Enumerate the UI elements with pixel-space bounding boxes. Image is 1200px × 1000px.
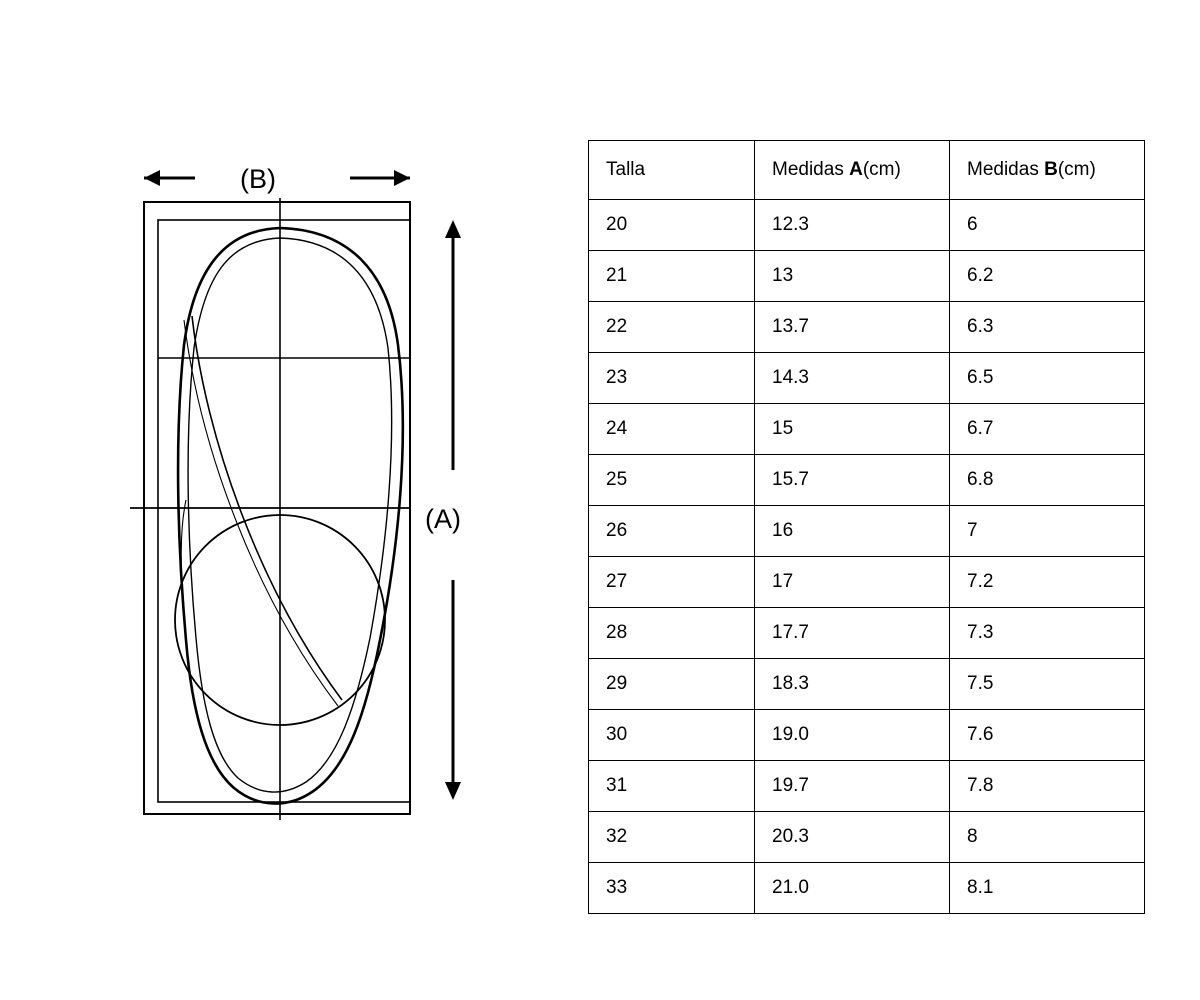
cell-size: 27 (589, 557, 755, 608)
table-row (589, 812, 1145, 863)
table-row (589, 455, 1145, 506)
cell-measure-a: 12.3 (755, 200, 950, 251)
table-row (589, 761, 1145, 812)
table-row (589, 353, 1145, 404)
inner-bounding-box (158, 220, 410, 802)
header-measure-a: Medidas A(cm) (755, 141, 950, 200)
table-row (589, 506, 1145, 557)
cell-size: 28 (589, 608, 755, 659)
cell-measure-b: 6 (950, 200, 1145, 251)
width-dimension-label: (B) (240, 164, 276, 194)
cell-measure-a: 21.0 (755, 863, 950, 914)
cell-size: 32 (589, 812, 755, 863)
table-row (589, 302, 1145, 353)
cell-measure-b: 6.7 (950, 404, 1145, 455)
cell-measure-b: 7.5 (950, 659, 1145, 710)
cell-measure-b: 8.1 (950, 863, 1145, 914)
cell-size: 26 (589, 506, 755, 557)
cell-measure-b: 7.3 (950, 608, 1145, 659)
cell-size: 33 (589, 863, 755, 914)
cell-measure-b: 7.8 (950, 761, 1145, 812)
cell-measure-a: 14.3 (755, 353, 950, 404)
table-row (589, 863, 1145, 914)
cell-size: 29 (589, 659, 755, 710)
table-row (589, 200, 1145, 251)
cell-measure-a: 13 (755, 251, 950, 302)
height-dimension-label: (A) (425, 504, 461, 534)
cell-size: 21 (589, 251, 755, 302)
cell-measure-a: 19.0 (755, 710, 950, 761)
size-table-container (588, 140, 1144, 914)
cell-measure-b: 7.2 (950, 557, 1145, 608)
cell-measure-a: 16 (755, 506, 950, 557)
cell-measure-b: 7.6 (950, 710, 1145, 761)
table-row (589, 608, 1145, 659)
header-measure-b: Medidas B(cm) (950, 141, 1145, 200)
cell-measure-a: 15 (755, 404, 950, 455)
cell-size: 20 (589, 200, 755, 251)
table-body (589, 200, 1145, 914)
cell-measure-b: 8 (950, 812, 1145, 863)
table-header-row (589, 141, 1145, 200)
cell-measure-b: 6.3 (950, 302, 1145, 353)
cell-size: 23 (589, 353, 755, 404)
cell-measure-b: 6.5 (950, 353, 1145, 404)
table-row (589, 557, 1145, 608)
cell-measure-b: 6.8 (950, 455, 1145, 506)
table-row (589, 710, 1145, 761)
table-row (589, 659, 1145, 710)
cell-measure-a: 18.3 (755, 659, 950, 710)
cell-measure-a: 19.7 (755, 761, 950, 812)
cell-measure-a: 20.3 (755, 812, 950, 863)
cell-size: 25 (589, 455, 755, 506)
cell-measure-b: 6.2 (950, 251, 1145, 302)
cell-measure-a: 17 (755, 557, 950, 608)
cell-measure-a: 17.7 (755, 608, 950, 659)
width-dimension-arrow (144, 170, 410, 186)
cell-size: 22 (589, 302, 755, 353)
cell-size: 30 (589, 710, 755, 761)
cell-measure-a: 15.7 (755, 455, 950, 506)
sole-sweep-line-secondary (184, 320, 338, 706)
sole-technical-drawing (80, 120, 530, 860)
cell-size: 31 (589, 761, 755, 812)
cell-size: 24 (589, 404, 755, 455)
cell-measure-a: 13.7 (755, 302, 950, 353)
table-row (589, 404, 1145, 455)
header-size: Talla (589, 141, 755, 200)
table-row (589, 251, 1145, 302)
cell-measure-b: 7 (950, 506, 1145, 557)
size-chart-table (588, 140, 1145, 914)
